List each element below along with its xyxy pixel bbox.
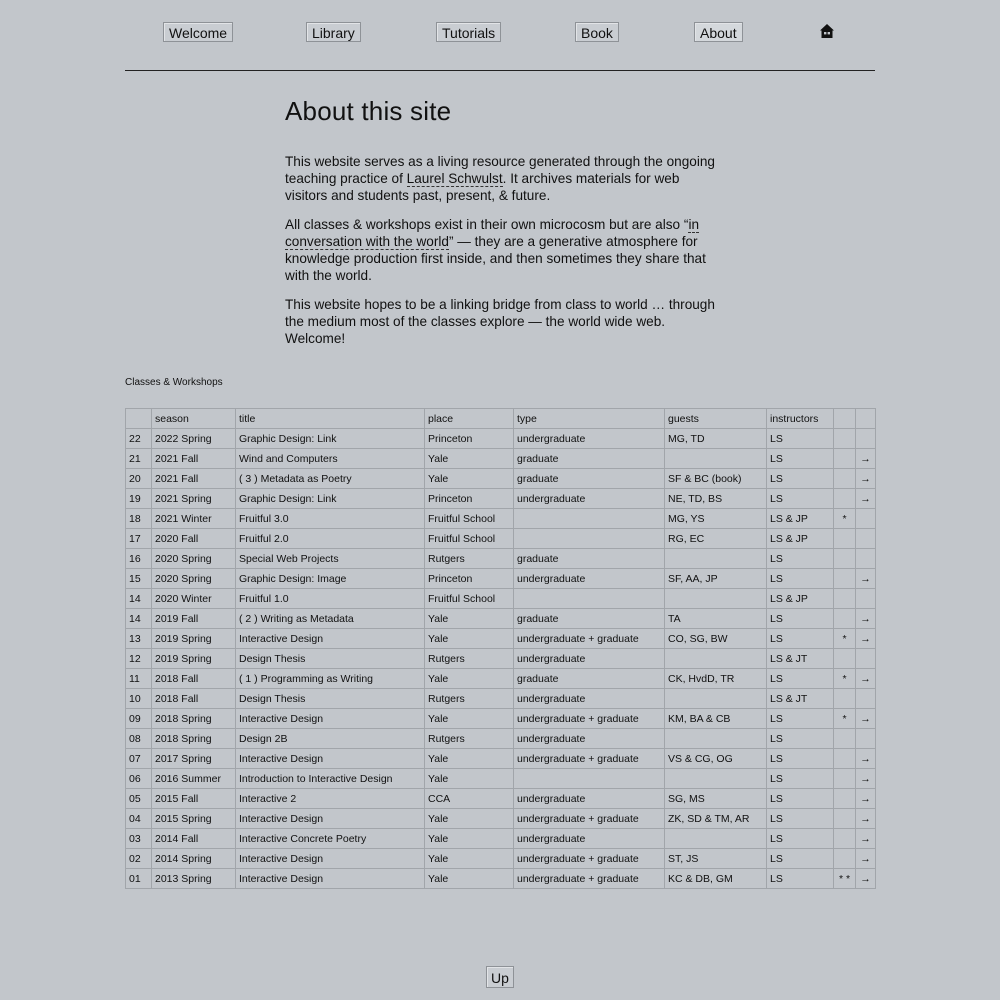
table-row[interactable] bbox=[126, 449, 876, 469]
cell-link bbox=[856, 449, 876, 469]
cell-place: Yale bbox=[425, 769, 514, 789]
header-divider bbox=[125, 70, 875, 71]
cell-link bbox=[856, 489, 876, 509]
cell-type: undergraduate bbox=[514, 489, 665, 509]
arrow-right-icon[interactable]: → bbox=[860, 632, 871, 645]
cell-title: Interactive 2 bbox=[236, 789, 425, 809]
cell-guests: SF & BC (book) bbox=[665, 469, 767, 489]
cell-notes bbox=[834, 489, 856, 509]
about-p1-text-end: . It archives materials for web visitors and students past, present, & future. bbox=[285, 171, 680, 203]
cell-instructors: LS & JP bbox=[767, 529, 834, 549]
cell-type: graduate bbox=[514, 469, 665, 489]
cell-place: Rutgers bbox=[425, 729, 514, 749]
cell-type: graduate bbox=[514, 449, 665, 469]
cell-guests: MG, YS bbox=[665, 509, 767, 529]
cell-instructors: LS bbox=[767, 849, 834, 869]
cell-title: Interactive Design bbox=[236, 809, 425, 829]
cell-title: Fruitful 1.0 bbox=[236, 589, 425, 609]
header-number bbox=[126, 409, 152, 429]
arrow-right-icon[interactable]: → bbox=[860, 812, 871, 825]
table-row[interactable] bbox=[126, 669, 876, 689]
cell-season: 2018 Fall bbox=[152, 669, 236, 689]
cell-guests: CO, SG, BW bbox=[665, 629, 767, 649]
cell-number: 07 bbox=[126, 749, 152, 769]
cell-number: 08 bbox=[126, 729, 152, 749]
cell-season: 2020 Winter bbox=[152, 589, 236, 609]
cell-notes bbox=[834, 589, 856, 609]
about-section bbox=[285, 96, 725, 359]
arrow-right-icon[interactable]: → bbox=[860, 492, 871, 505]
cell-title: Graphic Design: Link bbox=[236, 489, 425, 509]
cell-type: undergraduate bbox=[514, 829, 665, 849]
cell-season: 2021 Fall bbox=[152, 449, 236, 469]
about-paragraph-1 bbox=[285, 153, 725, 204]
cell-place: CCA bbox=[425, 789, 514, 809]
cell-link bbox=[856, 649, 876, 669]
cell-instructors: LS bbox=[767, 489, 834, 509]
table-row bbox=[126, 689, 876, 709]
cell-guests bbox=[665, 769, 767, 789]
header-instructors: instructors bbox=[767, 409, 834, 429]
cell-type: undergraduate + graduate bbox=[514, 809, 665, 829]
cell-link bbox=[856, 769, 876, 789]
cell-number: 17 bbox=[126, 529, 152, 549]
cell-number: 06 bbox=[126, 769, 152, 789]
cell-notes bbox=[834, 809, 856, 829]
cell-link bbox=[856, 669, 876, 689]
cell-season: 2017 Spring bbox=[152, 749, 236, 769]
cell-guests: KC & DB, GM bbox=[665, 869, 767, 889]
nav-tutorials-button[interactable]: Tutorials bbox=[436, 22, 501, 42]
cell-link bbox=[856, 789, 876, 809]
cell-type: undergraduate bbox=[514, 789, 665, 809]
cell-link bbox=[856, 689, 876, 709]
classes-section-label: Classes & Workshops bbox=[125, 377, 223, 388]
table-row[interactable] bbox=[126, 469, 876, 489]
top-nav bbox=[0, 0, 1000, 70]
cell-place: Princeton bbox=[425, 569, 514, 589]
cell-season: 2020 Spring bbox=[152, 569, 236, 589]
cell-link bbox=[856, 529, 876, 549]
cell-notes bbox=[834, 529, 856, 549]
cell-guests bbox=[665, 829, 767, 849]
header-link bbox=[856, 409, 876, 429]
cell-number: 14 bbox=[126, 589, 152, 609]
about-paragraph-2 bbox=[285, 216, 725, 284]
cell-notes bbox=[834, 549, 856, 569]
cell-link bbox=[856, 609, 876, 629]
cell-number: 21 bbox=[126, 449, 152, 469]
header-type: type bbox=[514, 409, 665, 429]
about-p1-text-start: This website serves as a living resource generated through the ongoing teaching practice of bbox=[285, 154, 715, 186]
cell-type: undergraduate + graduate bbox=[514, 749, 665, 769]
cell-season: 2014 Fall bbox=[152, 829, 236, 849]
cell-title: ( 3 ) Metadata as Poetry bbox=[236, 469, 425, 489]
cell-type: undergraduate + graduate bbox=[514, 869, 665, 889]
cell-place: Yale bbox=[425, 749, 514, 769]
cell-place: Yale bbox=[425, 669, 514, 689]
table-header-row bbox=[126, 409, 876, 429]
cell-title: Special Web Projects bbox=[236, 549, 425, 569]
cell-season: 2018 Spring bbox=[152, 709, 236, 729]
cell-title: Interactive Design bbox=[236, 749, 425, 769]
cell-season: 2021 Spring bbox=[152, 489, 236, 509]
cell-season: 2015 Fall bbox=[152, 789, 236, 809]
cell-guests: KM, BA & CB bbox=[665, 709, 767, 729]
page-title: About this site bbox=[285, 96, 452, 126]
cell-type: undergraduate + graduate bbox=[514, 849, 665, 869]
arrow-right-icon[interactable]: → bbox=[860, 752, 871, 765]
cell-notes bbox=[834, 429, 856, 449]
table-row[interactable] bbox=[126, 789, 876, 809]
cell-place: Yale bbox=[425, 829, 514, 849]
cell-notes: * bbox=[834, 709, 856, 729]
cell-title: ( 2 ) Writing as Metadata bbox=[236, 609, 425, 629]
cell-season: 2018 Spring bbox=[152, 729, 236, 749]
cell-instructors: LS bbox=[767, 749, 834, 769]
cell-number: 16 bbox=[126, 549, 152, 569]
home-icon[interactable] bbox=[819, 23, 835, 39]
cell-title: Interactive Design bbox=[236, 629, 425, 649]
cell-place: Rutgers bbox=[425, 649, 514, 669]
cell-title: Interactive Design bbox=[236, 709, 425, 729]
table-row[interactable] bbox=[126, 829, 876, 849]
cell-link bbox=[856, 509, 876, 529]
cell-instructors: LS bbox=[767, 629, 834, 649]
cell-guests: CK, HvdD, TR bbox=[665, 669, 767, 689]
table-row[interactable] bbox=[126, 869, 876, 889]
arrow-right-icon[interactable]: → bbox=[860, 452, 871, 465]
table-row bbox=[126, 529, 876, 549]
cell-notes bbox=[834, 649, 856, 669]
cell-place: Yale bbox=[425, 809, 514, 829]
cell-guests: ST, JS bbox=[665, 849, 767, 869]
cell-place: Yale bbox=[425, 869, 514, 889]
nav-about-button[interactable]: About bbox=[694, 22, 743, 42]
cell-instructors: LS bbox=[767, 669, 834, 689]
nav-welcome-button[interactable]: Welcome bbox=[163, 22, 233, 42]
cell-place: Yale bbox=[425, 629, 514, 649]
about-p2-text-end: ” — they are a generative atmosphere for knowledge production first inside, and then sometimes they share that with the world. bbox=[285, 234, 706, 283]
cell-number: 22 bbox=[126, 429, 152, 449]
cell-number: 20 bbox=[126, 469, 152, 489]
cell-number: 05 bbox=[126, 789, 152, 809]
arrow-right-icon[interactable]: → bbox=[860, 852, 871, 865]
table-row bbox=[126, 649, 876, 669]
header-title: title bbox=[236, 409, 425, 429]
cell-instructors: LS & JT bbox=[767, 649, 834, 669]
laurel-schwulst-link[interactable]: Laurel Schwulst bbox=[406, 171, 503, 186]
table-row[interactable] bbox=[126, 489, 876, 509]
cell-number: 04 bbox=[126, 809, 152, 829]
cell-season: 2021 Fall bbox=[152, 469, 236, 489]
up-button[interactable]: Up bbox=[486, 966, 514, 988]
cell-instructors: LS bbox=[767, 609, 834, 629]
cell-type: graduate bbox=[514, 609, 665, 629]
cell-number: 02 bbox=[126, 849, 152, 869]
arrow-right-icon[interactable]: → bbox=[860, 832, 871, 845]
cell-number: 18 bbox=[126, 509, 152, 529]
cell-link bbox=[856, 469, 876, 489]
cell-link bbox=[856, 549, 876, 569]
cell-notes bbox=[834, 749, 856, 769]
cell-link bbox=[856, 629, 876, 649]
cell-notes bbox=[834, 829, 856, 849]
cell-place: Rutgers bbox=[425, 549, 514, 569]
cell-notes: * * bbox=[834, 869, 856, 889]
cell-instructors: LS bbox=[767, 429, 834, 449]
table-row[interactable] bbox=[126, 769, 876, 789]
cell-type: undergraduate bbox=[514, 429, 665, 449]
cell-number: 09 bbox=[126, 709, 152, 729]
cell-notes: * bbox=[834, 669, 856, 689]
cell-season: 2015 Spring bbox=[152, 809, 236, 829]
cell-instructors: LS & JP bbox=[767, 509, 834, 529]
cell-notes bbox=[834, 789, 856, 809]
table-row[interactable] bbox=[126, 629, 876, 649]
cell-link bbox=[856, 569, 876, 589]
cell-guests: RG, EC bbox=[665, 529, 767, 549]
cell-instructors: LS bbox=[767, 469, 834, 489]
cell-type bbox=[514, 529, 665, 549]
cell-type: undergraduate bbox=[514, 649, 665, 669]
cell-instructors: LS bbox=[767, 709, 834, 729]
cell-instructors: LS bbox=[767, 809, 834, 829]
cell-instructors: LS & JT bbox=[767, 689, 834, 709]
table-row[interactable] bbox=[126, 609, 876, 629]
cell-season: 2018 Fall bbox=[152, 689, 236, 709]
cell-title: Interactive Concrete Poetry bbox=[236, 829, 425, 849]
cell-instructors: LS & JP bbox=[767, 589, 834, 609]
cell-place: Fruitful School bbox=[425, 589, 514, 609]
cell-type: undergraduate + graduate bbox=[514, 709, 665, 729]
table-row[interactable] bbox=[126, 569, 876, 589]
about-p2-text-start: All classes & workshops exist in their own microcosm but are also “ bbox=[285, 217, 689, 232]
cell-title: Fruitful 3.0 bbox=[236, 509, 425, 529]
cell-notes bbox=[834, 569, 856, 589]
cell-type: undergraduate bbox=[514, 569, 665, 589]
arrow-right-icon[interactable]: → bbox=[860, 792, 871, 805]
cell-type bbox=[514, 509, 665, 529]
arrow-right-icon[interactable]: → bbox=[860, 872, 871, 885]
cell-notes bbox=[834, 729, 856, 749]
cell-instructors: LS bbox=[767, 789, 834, 809]
cell-season: 2016 Summer bbox=[152, 769, 236, 789]
cell-notes bbox=[834, 469, 856, 489]
cell-title: Introduction to Interactive Design bbox=[236, 769, 425, 789]
cell-title: Interactive Design bbox=[236, 869, 425, 889]
cell-instructors: LS bbox=[767, 769, 834, 789]
cell-guests: ZK, SD & TM, AR bbox=[665, 809, 767, 829]
cell-link bbox=[856, 809, 876, 829]
cell-link bbox=[856, 749, 876, 769]
cell-type: graduate bbox=[514, 669, 665, 689]
table-row[interactable] bbox=[126, 809, 876, 829]
cell-number: 11 bbox=[126, 669, 152, 689]
table-row bbox=[126, 509, 876, 529]
header-season: season bbox=[152, 409, 236, 429]
cell-guests bbox=[665, 589, 767, 609]
cell-instructors: LS bbox=[767, 869, 834, 889]
arrow-right-icon[interactable]: → bbox=[860, 712, 871, 725]
cell-link bbox=[856, 429, 876, 449]
in-conversation-link[interactable]: in conversation with the world bbox=[285, 217, 700, 249]
cell-place: Yale bbox=[425, 469, 514, 489]
cell-guests bbox=[665, 449, 767, 469]
cell-title: Design Thesis bbox=[236, 689, 425, 709]
header-place: place bbox=[425, 409, 514, 429]
cell-season: 2019 Fall bbox=[152, 609, 236, 629]
cell-guests bbox=[665, 649, 767, 669]
cell-number: 12 bbox=[126, 649, 152, 669]
cell-title: Graphic Design: Image bbox=[236, 569, 425, 589]
table-row bbox=[126, 549, 876, 569]
cell-guests: SF, AA, JP bbox=[665, 569, 767, 589]
cell-title: Design 2B bbox=[236, 729, 425, 749]
arrow-right-icon[interactable]: → bbox=[860, 572, 871, 585]
cell-link bbox=[856, 829, 876, 849]
about-paragraph-3: This website hopes to be a linking bridge from class to world … through the medium most of the classes explore — the world wide web. Welcome! bbox=[285, 297, 715, 346]
cell-place: Yale bbox=[425, 449, 514, 469]
cell-number: 14 bbox=[126, 609, 152, 629]
cell-link bbox=[856, 709, 876, 729]
cell-type bbox=[514, 769, 665, 789]
cell-number: 13 bbox=[126, 629, 152, 649]
arrow-right-icon[interactable]: → bbox=[860, 672, 871, 685]
cell-place: Princeton bbox=[425, 429, 514, 449]
cell-notes bbox=[834, 609, 856, 629]
cell-season: 2013 Spring bbox=[152, 869, 236, 889]
cell-guests bbox=[665, 729, 767, 749]
table-row[interactable] bbox=[126, 749, 876, 769]
cell-type: graduate bbox=[514, 549, 665, 569]
nav-book-button[interactable]: Book bbox=[575, 22, 619, 42]
cell-title: ( 1 ) Programming as Writing bbox=[236, 669, 425, 689]
cell-number: 01 bbox=[126, 869, 152, 889]
cell-title: Interactive Design bbox=[236, 849, 425, 869]
cell-season: 2022 Spring bbox=[152, 429, 236, 449]
arrow-right-icon[interactable]: → bbox=[860, 612, 871, 625]
table-row bbox=[126, 589, 876, 609]
cell-place: Rutgers bbox=[425, 689, 514, 709]
cell-season: 2019 Spring bbox=[152, 629, 236, 649]
table-row[interactable] bbox=[126, 709, 876, 729]
cell-instructors: LS bbox=[767, 549, 834, 569]
cell-season: 2021 Winter bbox=[152, 509, 236, 529]
classes-table bbox=[125, 408, 876, 889]
cell-notes bbox=[834, 449, 856, 469]
cell-link bbox=[856, 589, 876, 609]
nav-library-button[interactable]: Library bbox=[306, 22, 361, 42]
cell-season: 2020 Spring bbox=[152, 549, 236, 569]
cell-instructors: LS bbox=[767, 729, 834, 749]
cell-guests: MG, TD bbox=[665, 429, 767, 449]
cell-link bbox=[856, 729, 876, 749]
cell-number: 10 bbox=[126, 689, 152, 709]
table-row bbox=[126, 429, 876, 449]
cell-number: 15 bbox=[126, 569, 152, 589]
cell-guests: VS & CG, OG bbox=[665, 749, 767, 769]
cell-guests bbox=[665, 689, 767, 709]
header-notes bbox=[834, 409, 856, 429]
table-row[interactable] bbox=[126, 849, 876, 869]
cell-link bbox=[856, 849, 876, 869]
cell-instructors: LS bbox=[767, 449, 834, 469]
cell-number: 19 bbox=[126, 489, 152, 509]
cell-place: Fruitful School bbox=[425, 509, 514, 529]
cell-season: 2020 Fall bbox=[152, 529, 236, 549]
cell-notes: * bbox=[834, 509, 856, 529]
header-guests: guests bbox=[665, 409, 767, 429]
table-row bbox=[126, 729, 876, 749]
cell-guests: NE, TD, BS bbox=[665, 489, 767, 509]
cell-place: Yale bbox=[425, 849, 514, 869]
cell-season: 2019 Spring bbox=[152, 649, 236, 669]
cell-notes bbox=[834, 849, 856, 869]
cell-instructors: LS bbox=[767, 829, 834, 849]
cell-type: undergraduate + graduate bbox=[514, 629, 665, 649]
cell-season: 2014 Spring bbox=[152, 849, 236, 869]
cell-title: Wind and Computers bbox=[236, 449, 425, 469]
cell-link bbox=[856, 869, 876, 889]
cell-type bbox=[514, 589, 665, 609]
arrow-right-icon[interactable]: → bbox=[860, 472, 871, 485]
cell-place: Princeton bbox=[425, 489, 514, 509]
arrow-right-icon[interactable]: → bbox=[860, 772, 871, 785]
cell-place: Yale bbox=[425, 609, 514, 629]
cell-number: 03 bbox=[126, 829, 152, 849]
cell-place: Fruitful School bbox=[425, 529, 514, 549]
cell-guests: TA bbox=[665, 609, 767, 629]
cell-type: undergraduate bbox=[514, 689, 665, 709]
cell-title: Design Thesis bbox=[236, 649, 425, 669]
cell-notes: * bbox=[834, 629, 856, 649]
cell-notes bbox=[834, 689, 856, 709]
cell-place: Yale bbox=[425, 709, 514, 729]
cell-type: undergraduate bbox=[514, 729, 665, 749]
cell-title: Fruitful 2.0 bbox=[236, 529, 425, 549]
cell-guests bbox=[665, 549, 767, 569]
cell-notes bbox=[834, 769, 856, 789]
cell-instructors: LS bbox=[767, 569, 834, 589]
cell-guests: SG, MS bbox=[665, 789, 767, 809]
cell-title: Graphic Design: Link bbox=[236, 429, 425, 449]
